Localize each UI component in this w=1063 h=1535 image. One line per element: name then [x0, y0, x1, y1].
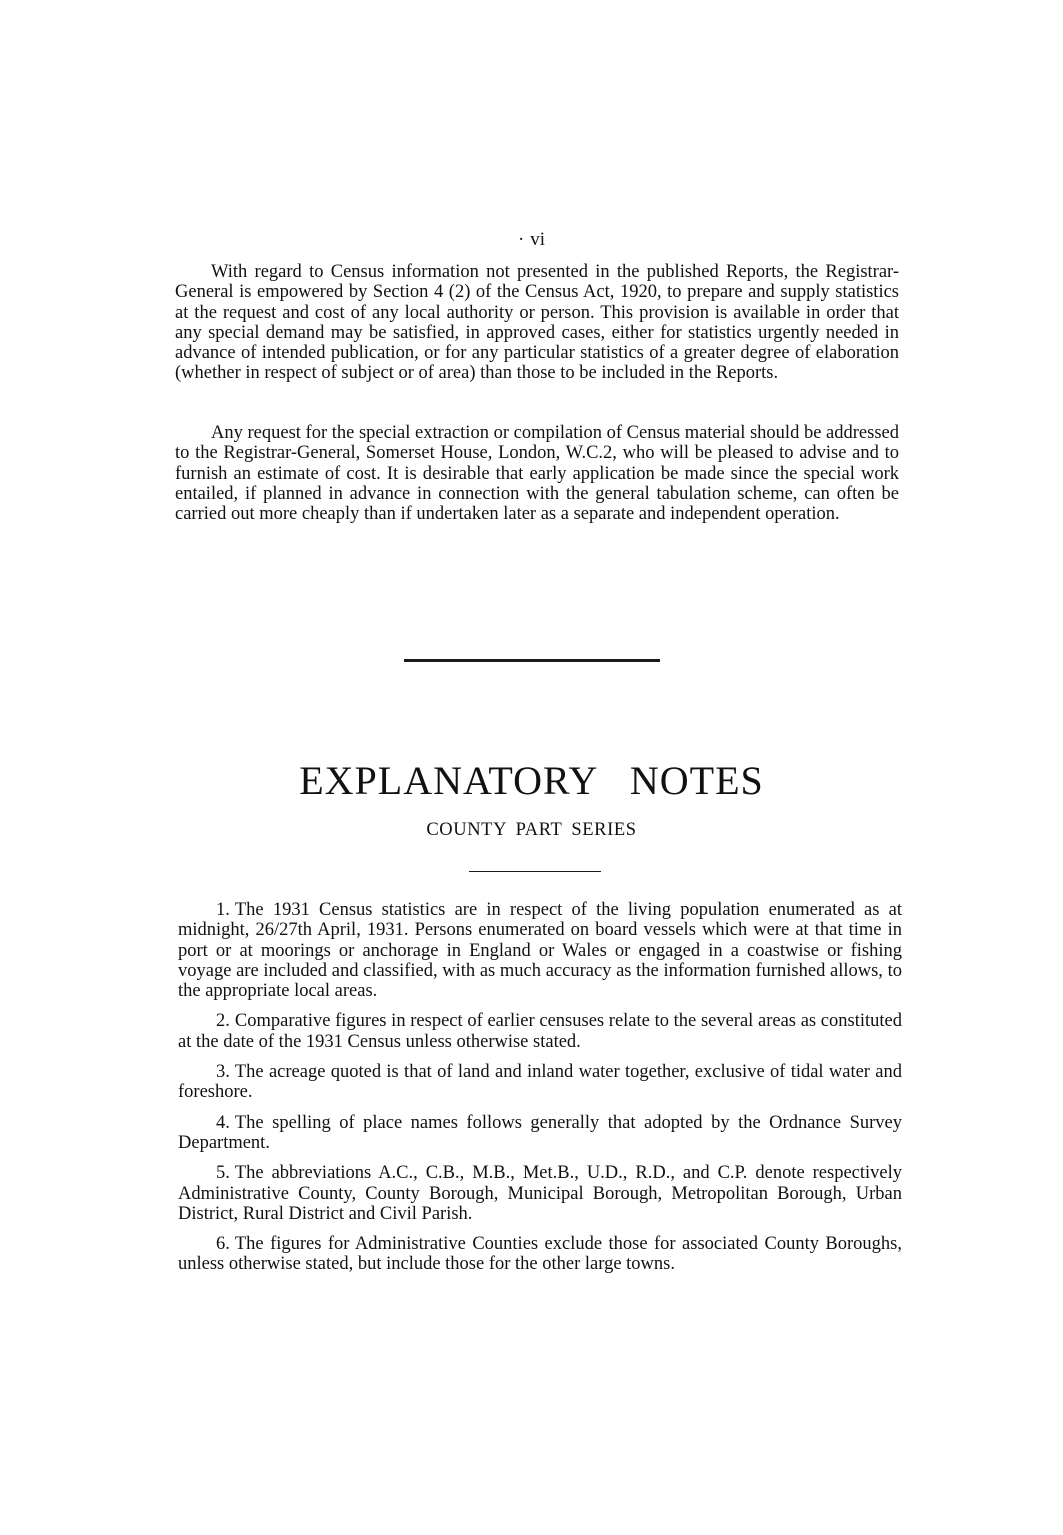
note-number: 1. [216, 900, 230, 920]
intro-paragraph-2: Any request for the special extraction or compilation of Census material should be addressed to the Registrar-General, Somerset House, London, W.C.2, who will be pleased to advise and to furnish an estimate of cost. It is desirable that early application be made since the special work entailed, if planned in advance in connection with the general tabulation scheme, can often be carried out more cheaply than if undertaken later as a separate and independent operation. [175, 423, 899, 525]
intro-block-1 [175, 262, 899, 384]
note-text: The spelling of place names follows generally that adopted by the Ordnance Survey Department. [178, 1112, 902, 1153]
note-number: 5. [216, 1163, 230, 1184]
note-text: The abbreviations A.C., C.B., M.B., Met.B., U.D., R.D., and C.P. denote respectively Administrative County, County Borough, Municipal Borough, Metropolitan Borough, Urban District, Rural District and Civil Parish. [178, 1163, 902, 1224]
note-text: The 1931 Census statistics are in respect of the living population enumerated as at midnight, 26/27th April, 1931. Persons enumerated on board vessels which were at that time in port or at moorings or anchorage in England or Wales or engaged in a coastwise or fishing voyage are included and classified, with as much accuracy as the information furnished allows, to the appropriate local areas. [178, 900, 902, 1002]
page-number [0, 229, 1063, 251]
page-title: EXPLANATORY NOTES [299, 758, 764, 803]
page-number-text: vi [530, 229, 546, 250]
note-item-3 [178, 1062, 902, 1103]
note-number: 2. [216, 1011, 230, 1032]
note-number: 4. [216, 1112, 230, 1133]
note-text: The figures for Administrative Counties exclude those for associated County Boroughs, unless otherwise stated, but include those for the other large towns. [178, 1234, 902, 1275]
note-text: Comparative figures in respect of earlier censuses relate to the several areas as constituted at the date of the 1931 Census unless otherwise stated. [178, 1011, 902, 1052]
page-number-dot: · [517, 229, 525, 250]
note-number: 3. [216, 1062, 230, 1083]
note-item-5 [178, 1163, 902, 1224]
note-number: 6. [216, 1234, 230, 1255]
subtitle-divider-rule [469, 871, 601, 872]
note-item-6 [178, 1234, 902, 1275]
note-item-4 [178, 1113, 902, 1154]
notes-list [178, 900, 902, 1285]
intro-block-2 [175, 423, 899, 524]
note-text: The acreage quoted is that of land and inland water together, exclusive of tidal water and foreshore. [178, 1062, 902, 1103]
intro-paragraph-1: With regard to Census information not presented in the published Reports, the Registrar-General is empowered by Section 4 (2) of the Census Act, 1920, to prepare and supply statistics at the request and cost of any local authority or person. This provision is available in order that any special demand may be satisfied, in approved cases, either for statistics urgently needed in advance of intended publication, or for any particular statistics of a greater degree of elaboration (whether in respect of subject or of area) than those to be included in the Reports. [175, 262, 899, 384]
note-item-1 [178, 900, 902, 1001]
page-subtitle: COUNTY PART SERIES [426, 820, 637, 840]
section-divider-rule [404, 659, 660, 662]
note-item-2 [178, 1011, 902, 1052]
